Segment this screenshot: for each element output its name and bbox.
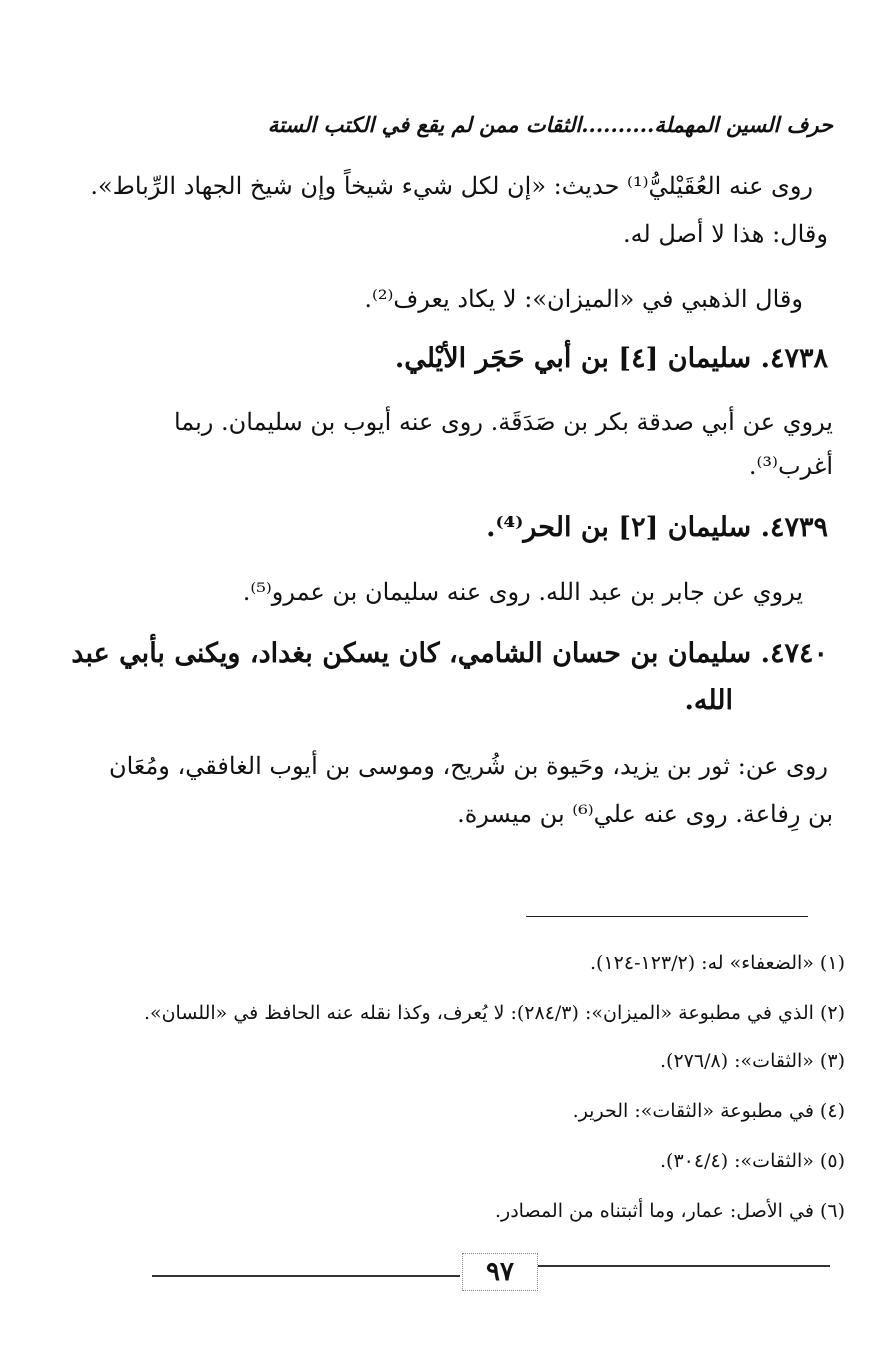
entry-number: ٤٧٤٠. — [760, 638, 828, 669]
body-line: بن رِفاعة. روى عنه علي⁽⁶⁾ بن ميسرة. — [457, 800, 833, 828]
entry-number: ٤٧٣٩. — [760, 512, 828, 543]
body-line: يروي عن أبي صدقة بكر بن صَدَقَة. روى عنه أيوب بن سليمان. ربما — [173, 408, 833, 436]
body-line: روى عنه العُقَيْليُّ⁽¹⁾ حديث: «إن لكل شيء شيخاً وإن شيخ الجهاد الرِّباط». — [90, 172, 813, 200]
header-dots: .......... — [581, 112, 655, 137]
body-line: وقال الذهبي في «الميزان»: لا يكاد يعرف⁽²⁾. — [364, 285, 803, 313]
entry-heading-4739 — [486, 512, 828, 543]
page-number: ٩٧ — [462, 1253, 538, 1291]
body-line: أغرب⁽³⁾. — [748, 452, 833, 480]
body-line: يروي عن جابر بن عبد الله. روى عنه سليمان بن عمرو⁽⁵⁾. — [242, 578, 803, 606]
entry-heading-4740 — [71, 638, 828, 669]
footer-rule-right — [538, 1265, 830, 1267]
entry-title-continued: الله. — [684, 685, 733, 716]
running-header — [155, 112, 833, 137]
footnote-4: (٤) في مطبوعة «الثقات»: الحرير. — [572, 1100, 845, 1122]
footnote-6: (٦) في الأصل: عمار، وما أثبتناه من المصادر. — [495, 1200, 845, 1222]
footnote-1: (١) «الضعفاء» له: (١٢٣/٢-١٢٤). — [590, 952, 845, 974]
header-chapter: حرف السين المهملة — [654, 112, 833, 137]
footer-rule-left — [152, 1275, 460, 1277]
entry-heading-4738 — [395, 343, 828, 374]
entry-title: سليمان بن حسان الشامي، كان يسكن بغداد، ويكنى بأبي عبد — [71, 638, 752, 669]
body-line: روى عن: ثور بن يزيد، وحَيوة بن شُريح، وموسى بن أيوب الغافقي، ومُعَان — [108, 752, 828, 780]
header-book-title: الثقات ممن لم يقع في الكتب الستة — [267, 112, 582, 137]
entry-number: ٤٧٣٨. — [760, 343, 828, 374]
footnote-3: (٣) «الثقات»: (٢٧٦/٨). — [660, 1050, 845, 1072]
entry-title: سليمان [٤] بن أبي حَجَر الأيْلي. — [394, 343, 752, 374]
footnote-separator — [526, 916, 808, 917]
body-line: وقال: هذا لا أصل له. — [622, 220, 828, 248]
footnote-5: (٥) «الثقات»: (٣٠٤/٤). — [660, 1150, 845, 1172]
entry-title: سليمان [٢] بن الحر⁽⁴⁾. — [486, 512, 752, 543]
footnote-2: (٢) الذي في مطبوعة «الميزان»: (٢٨٤/٣): لا يُعرف، وكذا نقله عنه الحافظ في «اللسان». — [143, 1002, 845, 1024]
